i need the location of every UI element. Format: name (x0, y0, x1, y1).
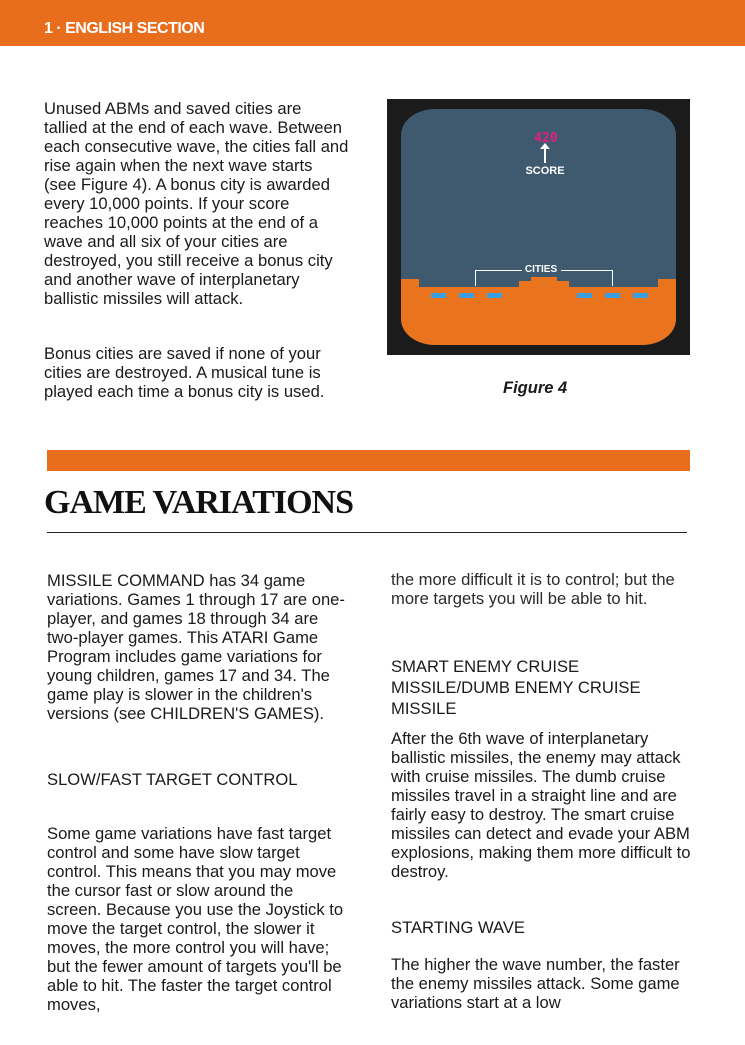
cities-label: CITIES (522, 264, 560, 275)
cities-bracket-tick-left (475, 270, 476, 286)
title-underline (47, 532, 687, 533)
variations-paragraph: MISSILE COMMAND has 34 game variations. Games 1 through 17 are one-player, and games 18 through 34 are two-player games. This ATARI Game Program includes game variations for young children, games 17 and 34. The game play is slower in the children's versions (see CHILDREN'S GAMES). (47, 571, 345, 723)
city-5 (605, 293, 620, 298)
city-4 (577, 293, 592, 298)
city-6 (633, 293, 648, 298)
score-value: 420 (534, 131, 558, 146)
figure-caption: Figure 4 (503, 379, 568, 397)
cruise-missile-paragraph: After the 6th wave of interplanetary ballistic missiles, the enemy may attack with cruise missiles. The dumb cruise missiles travel in a straight line and are fairly easy to destroy. The smart cruise missiles can detect and evade your ABM explosions, making them more difficult to destroy. (391, 729, 691, 881)
figure-4-image (387, 99, 690, 355)
city-3 (487, 293, 502, 298)
center-silo-top (531, 277, 557, 281)
center-silo-base (519, 281, 569, 287)
left-silo (401, 279, 419, 287)
intro-paragraph-1: Unused ABMs and saved cities are tallied at the end of each wave. Between each consecutive wave, the cities fall and rise again when the next wave starts (see Figure 4). A bonus city is awarded every 10,000 points. If your score reaches 10,000 points at the end of a wave and all six of your cities are destroyed, you still receive a bonus city and another wave of interplanetary ballistic missiles will attack. (44, 99, 349, 308)
intro-paragraph-2: Bonus cities are saved if none of your cities are destroyed. A musical tune is played each time a bonus city is used. (44, 344, 325, 401)
section-header: 1 · ENGLISH SECTION (44, 20, 205, 37)
right-silo (658, 279, 676, 287)
cities-bracket-right (561, 270, 613, 271)
target-control-continued: the more difficult it is to control; but the more targets you will be able to hit. (391, 570, 675, 608)
target-control-paragraph: Some game variations have fast target control and some have slow target control. This means that you may move the cursor fast or slow around the screen. Because you use the Joystick to move the target control, the slower it moves, the more control you will have; but the fewer amount of targets you'll be able to hit. The faster the target control moves, (47, 824, 344, 1014)
score-label: SCORE (525, 165, 565, 177)
city-1 (431, 293, 446, 298)
cities-bracket-tick-right (612, 270, 613, 286)
section-title: GAME VARIATIONS (44, 484, 354, 521)
heading-starting-wave: STARTING WAVE (391, 918, 525, 937)
orange-divider (47, 450, 690, 471)
city-2 (459, 293, 474, 298)
heading-target-control: SLOW/FAST TARGET CONTROL (47, 770, 298, 789)
starting-wave-paragraph: The higher the wave number, the faster the enemy missiles attack. Some game variations start at a low (391, 955, 680, 1012)
score-arrow (544, 147, 546, 163)
heading-cruise-missile: SMART ENEMY CRUISE MISSILE/DUMB ENEMY CRUISE MISSILE (391, 657, 641, 718)
game-screen (401, 109, 676, 345)
